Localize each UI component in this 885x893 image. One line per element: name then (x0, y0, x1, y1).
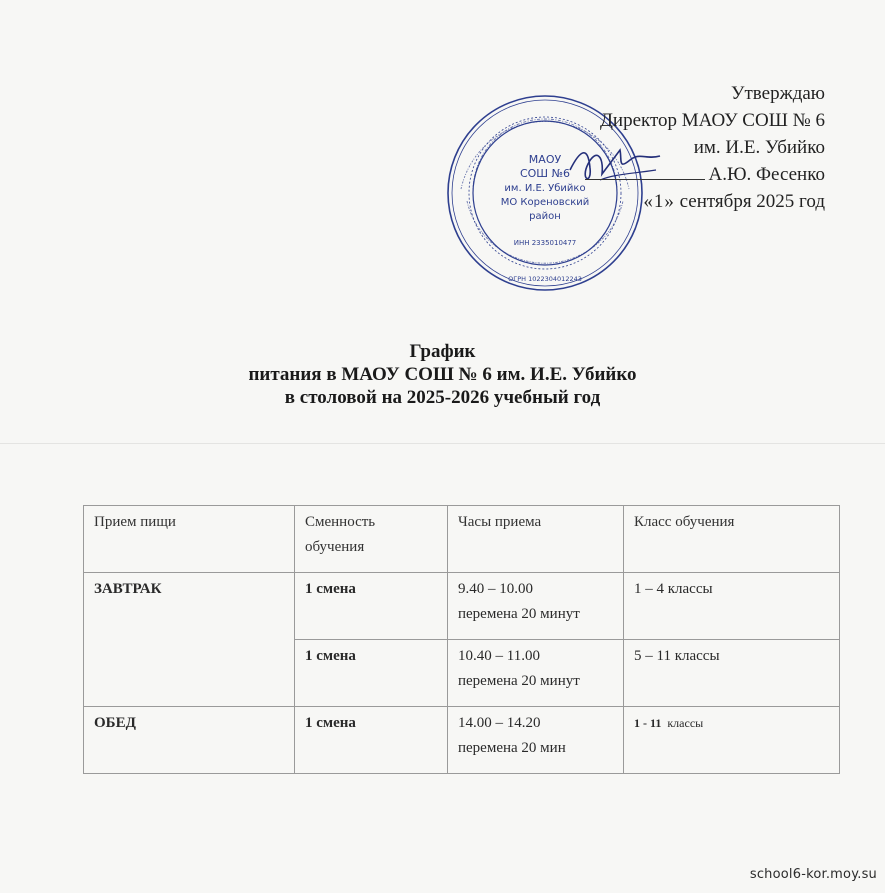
stamp-inn: ИНН 2335010477 (513, 239, 577, 247)
header-meal: Прием пищи (84, 506, 295, 573)
cell-classes (624, 707, 840, 774)
cell-meal: ЗАВТРАК (84, 573, 295, 707)
meal-schedule-table (83, 505, 840, 774)
stamp-line-4: МО Кореновский (500, 197, 590, 208)
approval-heading: Утверждаю (731, 83, 825, 104)
cell-classes-word: классы (667, 716, 704, 730)
title-line-3: в столовой на 2025-2026 учебный год (284, 387, 601, 408)
stamp-line-1: МАОУ (528, 153, 562, 166)
cell-hours-break: перемена 20 минут (458, 606, 580, 622)
site-watermark: school6-kor.moy.su (749, 867, 877, 882)
approval-position: Директор МАОУ СОШ № 6 (599, 110, 825, 131)
document-title (0, 340, 885, 409)
approval-date (585, 188, 825, 215)
stamp-line-3: им. И.Е. Убийко (504, 183, 586, 194)
cell-hours (448, 707, 624, 774)
title-line-2: питания в МАОУ СОШ № 6 им. И.Е. Убийко (248, 364, 637, 385)
approval-date-day: «1» (643, 191, 675, 212)
cell-shift: 1 смена (295, 640, 448, 707)
table-row (84, 573, 840, 640)
stamp-ogrn: ОГРН 1022304012243 (508, 275, 582, 283)
cell-shift: 1 смена (295, 707, 448, 774)
cell-meal: ОБЕД (84, 707, 295, 774)
cell-hours-break: перемена 20 минут (458, 673, 580, 689)
cell-classes: 5 – 11 классы (624, 640, 840, 707)
table-row (84, 707, 840, 774)
approval-school-name: им. И.Е. Убийко (693, 137, 825, 158)
stamp-line-2: СОШ №6 (519, 167, 571, 180)
table-header-row (84, 506, 840, 573)
signature-blank (585, 179, 705, 180)
stamp-line-5: район (529, 211, 561, 222)
title-line-1: График (409, 341, 476, 362)
cell-hours-time: 9.40 – 10.00 (458, 581, 533, 597)
header-class: Класс обучения (624, 506, 840, 573)
approval-date-rest: сентября 2025 год (679, 191, 825, 212)
approval-block (585, 80, 825, 215)
header-hours: Часы приема (448, 506, 624, 573)
scan-fold-line (0, 443, 885, 444)
approval-director-name: А.Ю. Фесенко (708, 164, 825, 185)
cell-hours-time: 14.00 – 14.20 (458, 715, 541, 731)
approval-signatory (585, 161, 825, 188)
cell-hours (448, 640, 624, 707)
cell-shift: 1 смена (295, 573, 448, 640)
cell-hours-break: перемена 20 мин (458, 740, 566, 756)
cell-classes: 1 – 4 классы (624, 573, 840, 640)
header-shift: Сменность обучения (295, 506, 448, 573)
cell-hours (448, 573, 624, 640)
cell-classes-num: 1 - 11 (634, 716, 662, 730)
cell-hours-time: 10.40 – 11.00 (458, 648, 540, 664)
